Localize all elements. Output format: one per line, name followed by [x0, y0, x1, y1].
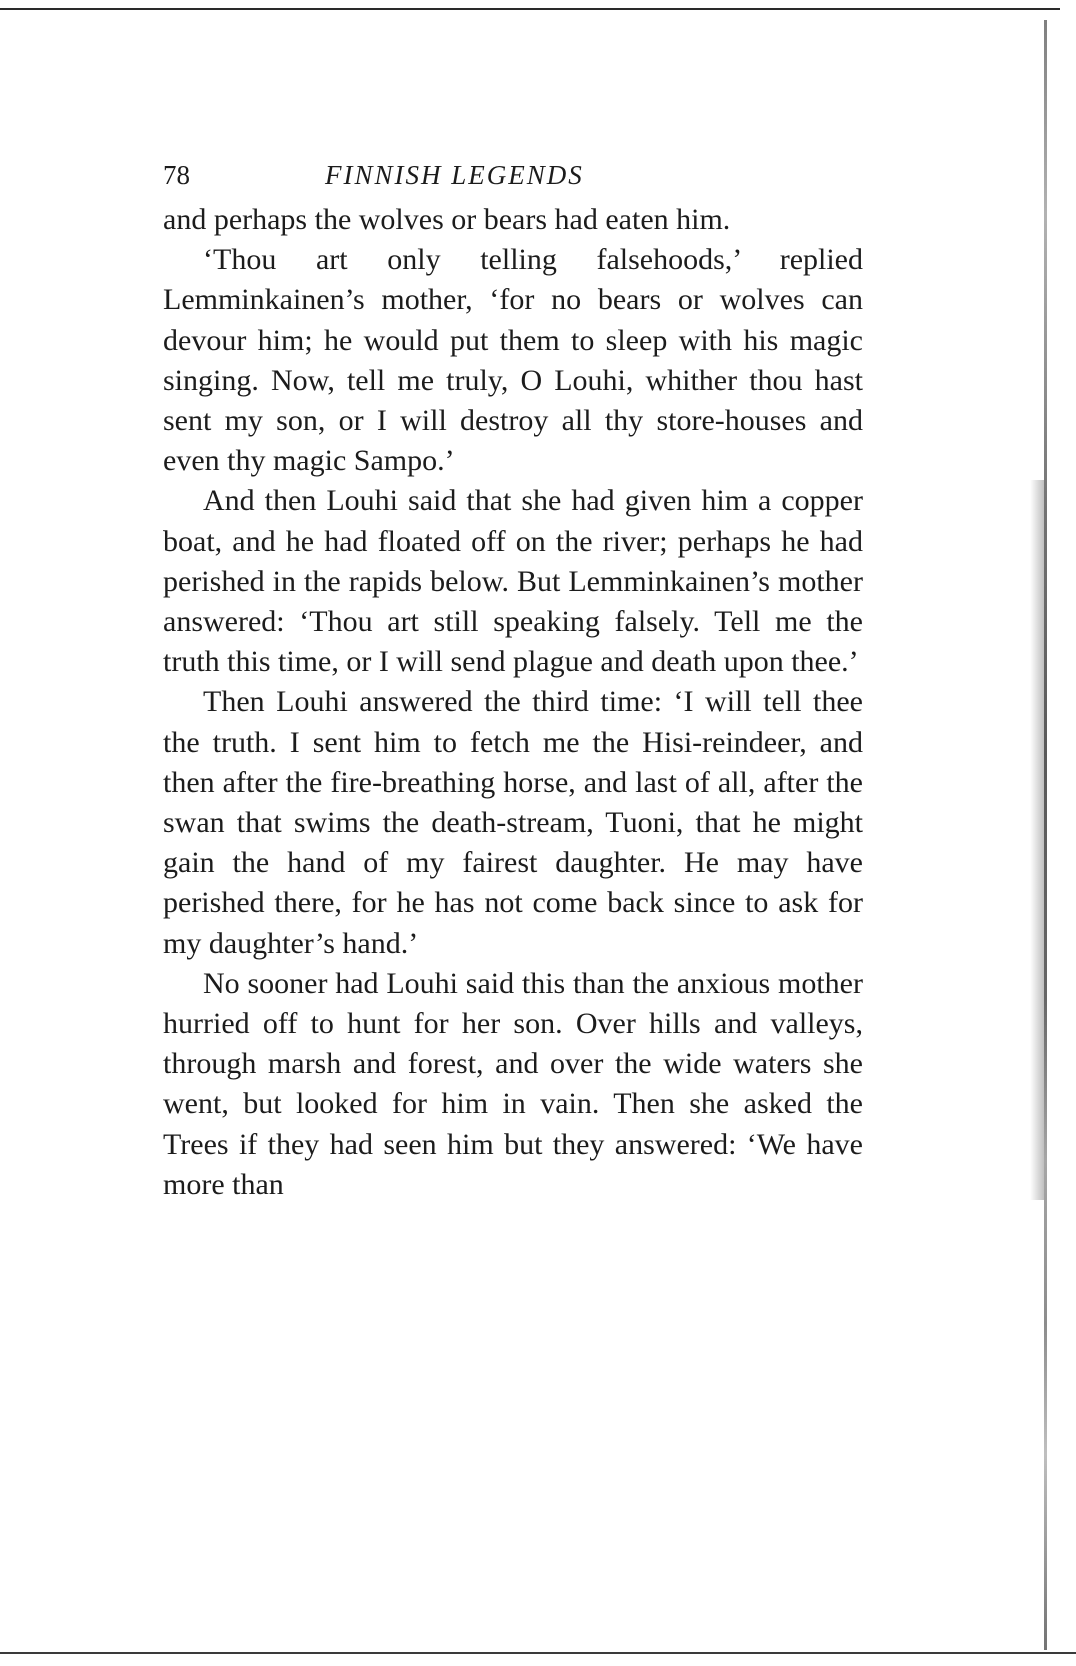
paragraph: And then Louhi said that she had given him a copper boat, and he had floated off on the river; perhaps he had perished in the rapids below. But Lemminkainen’s mother answered: ‘Thou art still speaking falsely. Tell me the truth this time, or I will send plague and death upon thee.’ [163, 484, 863, 679]
binding-edge [1044, 20, 1047, 1650]
running-head [163, 150, 863, 200]
paragraph: Then Louhi answered the third time: ‘I will tell thee the truth. I sent him to fetch me the Hisi-reindeer, and then after the fire-breathing horse, and last of all, after the swan that swims the death-stream, Tuoni, that he might gain the hand of my fairest daughter. He may have perished there, for he has not come back since to ask for my daughter’s hand.’ [163, 685, 863, 960]
paragraph: No sooner had Louhi said this than the anxious mother hurried off to hunt for her son. Over hills and valleys, through marsh and forest, and over the wide waters she went, but looked for him in vain. Then she asked the Trees if they had seen him but they answered: ‘We have more than [163, 966, 863, 1201]
binding-shadow [1030, 480, 1044, 1200]
running-title: FINNISH LEGENDS [325, 160, 584, 190]
scan-frame-top-rule [0, 8, 1060, 10]
body-text [163, 200, 863, 1205]
scan-frame-bottom-rule [0, 1652, 1076, 1654]
paragraph-continuation: and perhaps the wolves or bears had eaten him. [163, 203, 731, 236]
book-page [163, 150, 863, 1205]
paragraph: ‘Thou art only telling falsehoods,’ replied Lemminkainen’s mother, ‘for no bears or wolves can devour him; he would put them to sleep with his magic singing. Now, tell me truly, O Louhi, whither thou hast sent my son, or I will destroy all thy store-houses and even thy magic Sampo.’ [163, 243, 863, 478]
page-number: 78 [163, 160, 190, 190]
